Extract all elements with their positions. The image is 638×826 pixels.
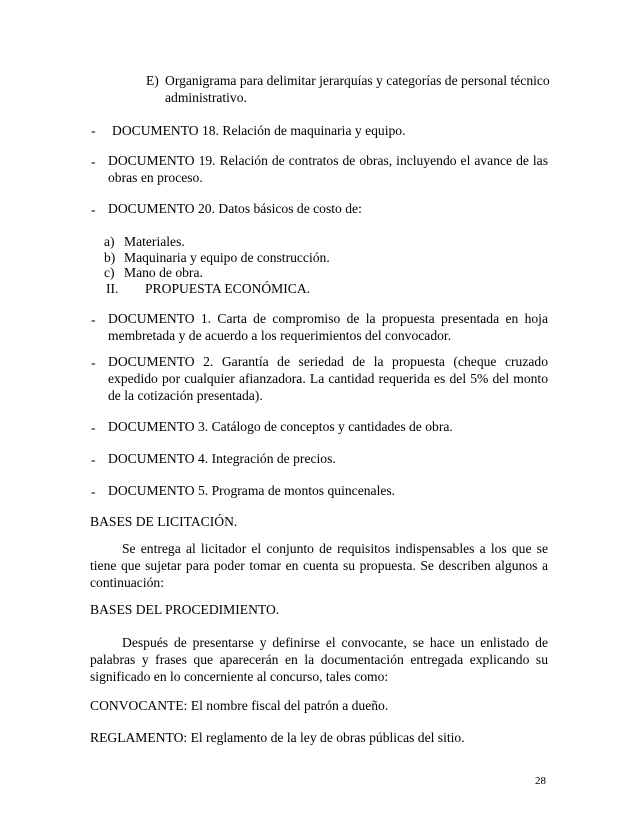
sublist-label-a: a) bbox=[104, 234, 115, 249]
item-e-text-line2: administrativo. bbox=[165, 90, 247, 105]
definition-convocante: CONVOCANTE: El nombre fiscal del patrón a dueño. bbox=[90, 698, 389, 713]
bullet-dash: - bbox=[91, 452, 96, 467]
definition-reglamento: REGLAMENTO: El reglamento de la ley de obras públicas del sitio. bbox=[90, 730, 465, 745]
document-1: DOCUMENTO 1. Carta de compromiso de la propuesta presentada en hoja membretada y de acuerdo a los requerimientos del convocador. bbox=[108, 311, 548, 343]
document-4: DOCUMENTO 4. Integración de precios. bbox=[108, 451, 336, 466]
document-18: DOCUMENTO 18. Relación de maquinaria y equipo. bbox=[112, 123, 406, 138]
bullet-dash: - bbox=[91, 123, 96, 138]
page-number: 28 bbox=[535, 775, 546, 787]
bullet-dash: - bbox=[91, 355, 96, 370]
bullet-dash: - bbox=[91, 420, 96, 435]
bullet-dash: - bbox=[91, 154, 96, 169]
document-5: DOCUMENTO 5. Programa de montos quincenales. bbox=[108, 483, 396, 498]
sublist-item-b: Maquinaria y equipo de construcción. bbox=[124, 250, 330, 265]
item-e-text-line1: Organigrama para delimitar jerarquías y categorías de personal técnico bbox=[165, 73, 550, 88]
sublist-item-c: Mano de obra. bbox=[124, 265, 203, 280]
sublist-item-a: Materiales. bbox=[124, 234, 185, 249]
section-ii-label: II. bbox=[106, 281, 119, 296]
document-3: DOCUMENTO 3. Catálogo de conceptos y cantidades de obra. bbox=[108, 419, 453, 434]
bullet-dash: - bbox=[91, 312, 96, 327]
section-ii-title: PROPUESTA ECONÓMICA. bbox=[145, 281, 311, 296]
document-20: DOCUMENTO 20. Datos básicos de costo de: bbox=[108, 201, 362, 216]
bases-licitacion-paragraph: Se entrega al licitador el conjunto de requisitos indispensables a los que se tiene que sujetar para poder tomar en cuenta su propuesta. Se describen algunos a continuación: bbox=[90, 541, 548, 590]
sublist-label-b: b) bbox=[104, 250, 116, 265]
sublist-label-c: c) bbox=[104, 265, 115, 280]
document-19: DOCUMENTO 19. Relación de contratos de obras, incluyendo el avance de las obras en proceso. bbox=[108, 153, 548, 185]
bullet-dash: - bbox=[91, 484, 96, 499]
bases-procedimiento-paragraph: Después de presentarse y definirse el convocante, se hace un enlistado de palabras y frases que aparecerán en la documentación entregada explicando su significado en lo concerniente al concurso, tales como: bbox=[90, 635, 548, 684]
item-e-label: E) bbox=[146, 73, 159, 88]
bullet-dash: - bbox=[91, 202, 96, 217]
bases-procedimiento-heading: BASES DEL PROCEDIMIENTO. bbox=[90, 602, 280, 617]
document-2: DOCUMENTO 2. Garantía de seriedad de la propuesta (cheque cruzado expedido por cualquier afianzadora. La cantidad requerida es del 5% del monto de la cotización presentada). bbox=[108, 354, 548, 403]
bases-licitacion-heading: BASES DE LICITACIÓN. bbox=[90, 514, 238, 529]
